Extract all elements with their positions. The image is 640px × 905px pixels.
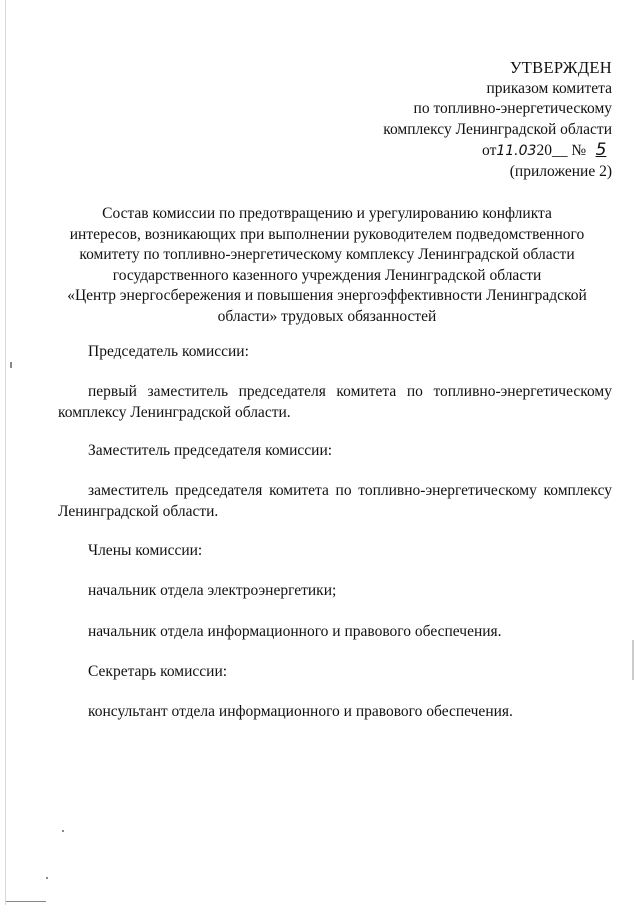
appendix-label: (приложение 2) <box>509 162 612 180</box>
scan-edge-line <box>5 0 6 905</box>
scan-edge-mark <box>6 901 46 902</box>
order-number-label: № <box>571 142 587 159</box>
member-item: начальник отдела информационного и правового обеспечения. <box>88 623 502 640</box>
order-from-prefix: от <box>482 142 497 159</box>
title-line: государственного казенного учреждения Ленинградской области <box>112 266 542 284</box>
title-line: области» трудовых обязанностей <box>217 307 437 325</box>
approval-line-1: приказом комитета <box>486 79 612 97</box>
title-line: интересов, возникающих при выполнении руководителем подведомственного <box>69 225 585 243</box>
document-body <box>58 0 612 905</box>
approval-line-2: по топливно-энергетическому <box>413 100 612 117</box>
secretary-label: Секретарь комиссии: <box>88 663 228 680</box>
chairman-label: Председатель комиссии: <box>88 343 249 360</box>
scan-edge-mark <box>46 877 48 879</box>
scan-edge-mark <box>632 640 634 680</box>
order-year-blank: __ <box>551 142 568 159</box>
title-line: «Центр энергосбережения и повышения энергоэффективности Ленинградской <box>67 287 587 304</box>
scan-edge-mark <box>10 362 12 368</box>
approval-heading: УТВЕРЖДЕН <box>509 58 612 77</box>
order-number-handwritten: 5 <box>595 140 607 160</box>
approval-line-3: комплексу Ленинградской области <box>383 120 612 138</box>
secretary-text: консультант отдела информационного и правового обеспечения. <box>88 703 513 720</box>
title-line: комитету по топливно-энергетическому комплексу Ленинградской области <box>79 246 575 263</box>
member-item: начальник отдела электроэнергетики; <box>88 582 337 599</box>
deputy-text: заместитель председателя комитета по топливно-энергетическому комплексу Ленинградской области. <box>58 482 612 520</box>
deputy-label: Заместитель председателя комиссии: <box>88 442 333 459</box>
order-year-prefix: 20 <box>536 142 552 159</box>
members-label: Члены комиссии: <box>88 542 203 559</box>
order-date-handwritten: 11.03 <box>496 143 537 159</box>
title-line: Состав комиссии по предотвращению и урегулированию конфликта <box>102 205 552 222</box>
chairman-text: первый заместитель председателя комитета по топливно-энергетическому комплексу Ленинградской области. <box>58 383 612 421</box>
